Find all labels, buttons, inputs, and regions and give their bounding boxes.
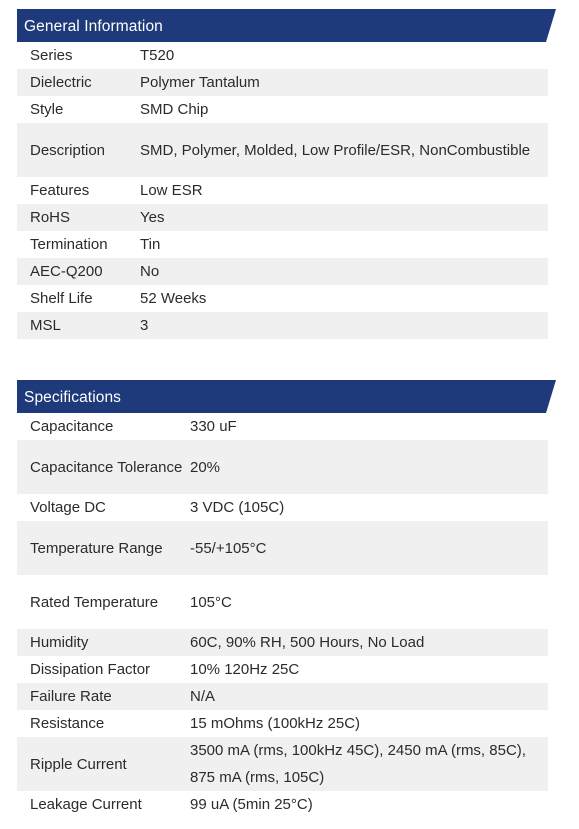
row-value: T520 (140, 47, 175, 64)
specifications-title: Specifications (24, 389, 122, 406)
row-label: Temperature Range (17, 521, 190, 575)
table-row (17, 575, 548, 629)
row-label: Humidity (17, 629, 190, 656)
row-label: Shelf Life (30, 290, 93, 307)
table-row (17, 440, 548, 494)
row-value: -55/+105°C (190, 521, 548, 575)
specifications-section (17, 380, 556, 818)
table-row (17, 521, 548, 575)
row-label: Features (30, 182, 90, 199)
row-value: 3 (140, 312, 548, 339)
row-label: Capacitance (30, 418, 114, 435)
specifications-table (17, 413, 548, 818)
general-information-section (17, 9, 556, 339)
row-value: 20% (190, 440, 548, 494)
table-row (17, 69, 548, 96)
row-label: Ripple Current (17, 737, 190, 791)
row-label: Rated Temperature (30, 593, 159, 611)
row-value: 3500 mA (rms, 100kHz 45C), 2450 mA (rms, 85C), 875 mA (rms, 105C) (190, 737, 548, 791)
row-value: SMD, Polymer, Molded, Low Profile/ESR, NonCombustible (140, 123, 548, 177)
table-row (17, 258, 548, 285)
row-label: AEC-Q200 (17, 258, 140, 285)
table-row (17, 710, 548, 737)
row-label: Dissipation Factor (30, 661, 151, 678)
general-information-table (17, 42, 548, 339)
table-row (17, 42, 548, 69)
table-row (17, 204, 548, 231)
table-row (17, 413, 548, 440)
row-label: Failure Rate (17, 683, 190, 710)
general-information-header (17, 9, 556, 42)
row-label: Leakage Current (30, 796, 142, 813)
row-value: Yes (140, 204, 548, 231)
row-label: Description (17, 123, 140, 177)
row-value: Low ESR (140, 182, 203, 199)
table-row (17, 312, 548, 339)
row-value: N/A (190, 683, 548, 710)
table-row (17, 494, 548, 521)
row-label: Series (30, 47, 73, 64)
table-row (17, 683, 548, 710)
row-value: 99 uA (5min 25°C) (190, 796, 313, 813)
general-information-title: General Information (24, 18, 163, 35)
row-value: 330 uF (190, 418, 237, 435)
table-row (17, 177, 548, 204)
row-label: Capacitance Tolerance (17, 440, 190, 494)
table-row (17, 629, 548, 656)
row-value: 15 mOhms (100kHz 25C) (190, 715, 361, 732)
row-label: Resistance (30, 715, 105, 732)
table-row (17, 96, 548, 123)
row-label: Voltage DC (30, 499, 106, 516)
row-label: Dielectric (17, 69, 140, 96)
specifications-header (17, 380, 556, 413)
row-label: Termination (30, 236, 108, 253)
row-value: 52 Weeks (140, 290, 207, 307)
table-row (17, 285, 548, 312)
table-row (17, 737, 548, 791)
table-row (17, 123, 548, 177)
row-label: RoHS (17, 204, 140, 231)
table-row (17, 231, 548, 258)
row-value: 3 VDC (105C) (190, 499, 285, 516)
row-value: 10% 120Hz 25C (190, 661, 300, 678)
row-label: Style (30, 101, 64, 118)
row-value: Polymer Tantalum (140, 69, 548, 96)
row-label: MSL (17, 312, 140, 339)
row-value: 105°C (190, 593, 232, 611)
row-value: Tin (140, 236, 161, 253)
table-row (17, 656, 548, 683)
table-row (17, 791, 548, 818)
row-value: SMD Chip (140, 101, 209, 118)
row-value: No (140, 258, 548, 285)
row-value: 60C, 90% RH, 500 Hours, No Load (190, 629, 548, 656)
